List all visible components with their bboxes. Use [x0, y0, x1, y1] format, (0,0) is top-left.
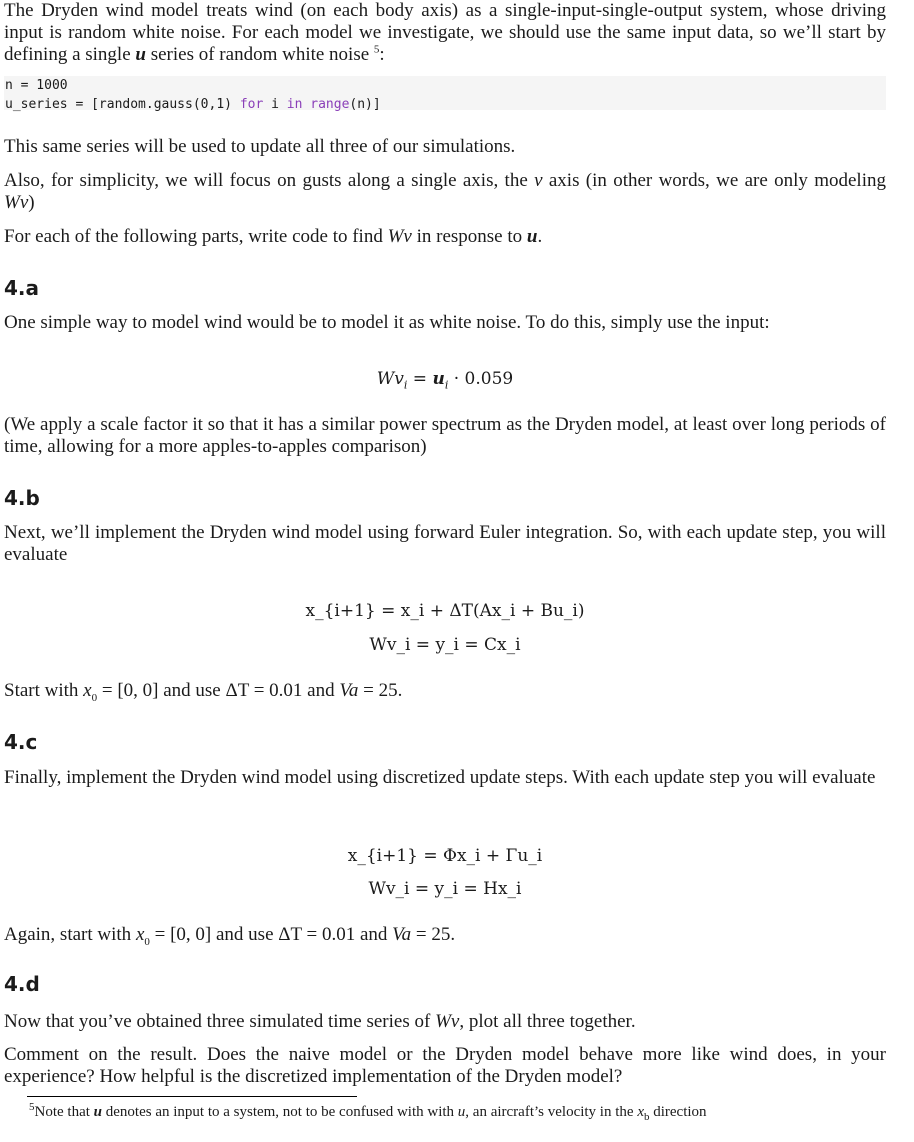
section-4d-paragraph-2: Comment on the result. Does the naive model or the Dryden model behave more like wind does, in your experience? How helpful is the discretized implementation of the Dryden model? — [4, 1044, 886, 1087]
intro-paragraph: The Dryden wind model treats wind (on each body axis) as a single-input-single-output system, whose driving input is random white noise. For each model we investigate, we should use the same input data, so we’ll start by defining a single u series of random white noise $^5$: — [4, 0, 886, 65]
code-line-1: n = 1000 — [5, 78, 68, 93]
section-title-4c: 4.c — [4, 730, 38, 754]
paragraph-same-series: This same series will be used to update all three of our simulations. — [4, 136, 516, 157]
equation-euler-output: Wv_i = y_i = Cx_i — [369, 635, 521, 655]
section-4a-paragraph: One simple way to model wind would be to model it as white noise. To do this, simply use the input: — [4, 312, 770, 333]
code-block — [4, 76, 886, 110]
code-line-2: u_series = [random.gauss(0,1) for i in range(n)] — [5, 97, 381, 112]
equation-white-noise: $Wv_i = u_i \cdot 0.059$ — [376, 369, 514, 392]
section-title-4b: 4.b — [4, 486, 40, 510]
section-title-4a: 4.a — [4, 276, 40, 300]
section-4c-paragraph: Finally, implement the Dryden wind model using discretized update steps. With each update step you will evaluate — [4, 767, 876, 788]
section-4d-paragraph-1: Now that you’ve obtained three simulated time series of Wv, plot all three together. — [4, 1011, 636, 1032]
paragraph-single-axis: Also, for simplicity, we will focus on gusts along a single axis, the v axis (in other words, we are only modeling Wv) — [4, 170, 886, 213]
equation-discrete-output: Wv_i = y_i = Hx_i — [368, 879, 522, 899]
section-4b-paragraph: Next, we’ll implement the Dryden wind model using forward Euler integration. So, with each update step, you will evaluate — [4, 522, 886, 565]
footnote: $^5$Note that u denotes an input to a system, not to be confused with with u, an aircraft’s velocity in the $x_b$ direction — [29, 1101, 707, 1123]
section-4b-start: Start with $x_0 = [0$, 0] and use ΔT = 0.01 and Va = 25. — [4, 680, 403, 704]
footnote-rule — [27, 1096, 357, 1097]
section-4a-note: (We apply a scale factor it so that it has a similar power spectrum as the Dryden model, at least over long periods of time, allowing for a more apples-to-apples comparison) — [4, 414, 886, 457]
equation-discrete-state: x_{i+1} = Φx_i + Γu_i — [347, 846, 543, 866]
section-4c-start: Again, start with $x_0 = [0$, 0] and use ΔT = 0.01 and Va = 25. — [4, 924, 456, 948]
equation-euler-state: x_{i+1} = x_i + ΔT(Ax_i + Bu_i) — [305, 601, 585, 621]
paragraph-instructions: For each of the following parts, write code to find Wv in response to u. — [4, 226, 543, 247]
section-title-4d: 4.d — [4, 972, 40, 996]
